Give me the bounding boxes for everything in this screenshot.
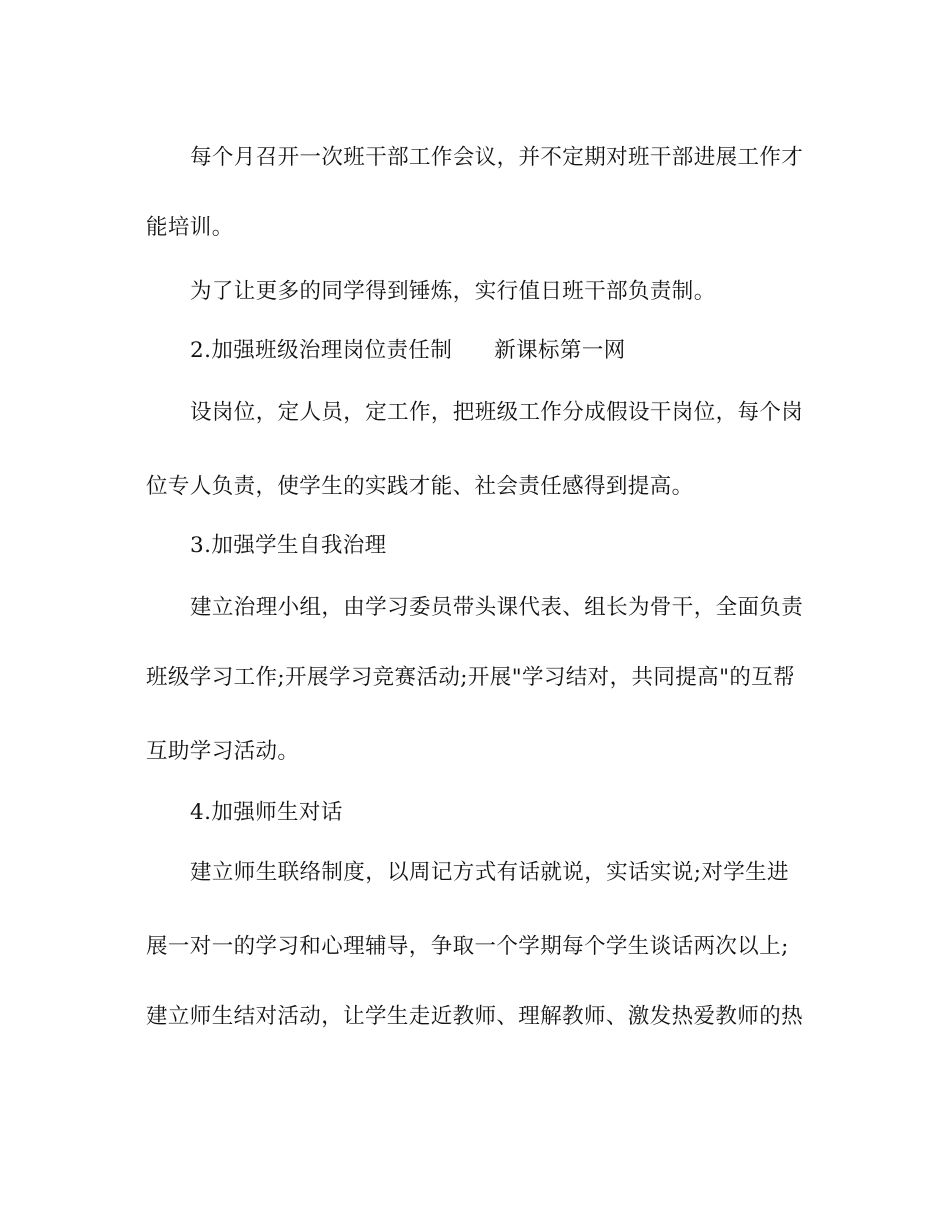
paragraph-line: 每个月召开一次班干部工作会议，并不定期对班干部进展工作才 <box>190 145 804 170</box>
section-heading: 3.加强学生自我治理 <box>190 533 387 558</box>
paragraph-line: 展一对一的学习和心理辅导，争取一个学期每个学生谈话两次以上; <box>146 934 789 959</box>
paragraph-line: 能培训。 <box>146 215 234 240</box>
watermark-text: 新课标第一网 <box>494 338 626 363</box>
paragraph-line: 建立治理小组，由学习委员带头课代表、组长为骨干，全面负责 <box>190 595 804 620</box>
paragraph-line: 班级学习工作;开展学习竞赛活动;开展"学习结对，共同提高"的互帮 <box>146 665 796 690</box>
paragraph-line: 为了让更多的同学得到锤炼，实行值日班干部负责制。 <box>190 279 716 304</box>
paragraph-line: 设岗位，定人员，定工作，把班级工作分成假设干岗位，每个岗 <box>190 400 804 425</box>
section-heading-line <box>190 336 816 366</box>
paragraph-line: 建立师生联络制度，以周记方式有话就说，实话实说;对学生进 <box>190 860 789 885</box>
paragraph-line: 位专人负责，使学生的实践才能、社会责任感得到提高。 <box>146 474 694 499</box>
paragraph-line: 建立师生结对活动，让学生走近教师、理解教师、激发热爱教师的热 <box>146 1004 804 1029</box>
section-heading: 4.加强师生对话 <box>190 800 343 825</box>
section-heading: 2.加强班级治理岗位责任制 <box>190 338 453 363</box>
paragraph-line: 互助学习活动。 <box>146 739 300 764</box>
